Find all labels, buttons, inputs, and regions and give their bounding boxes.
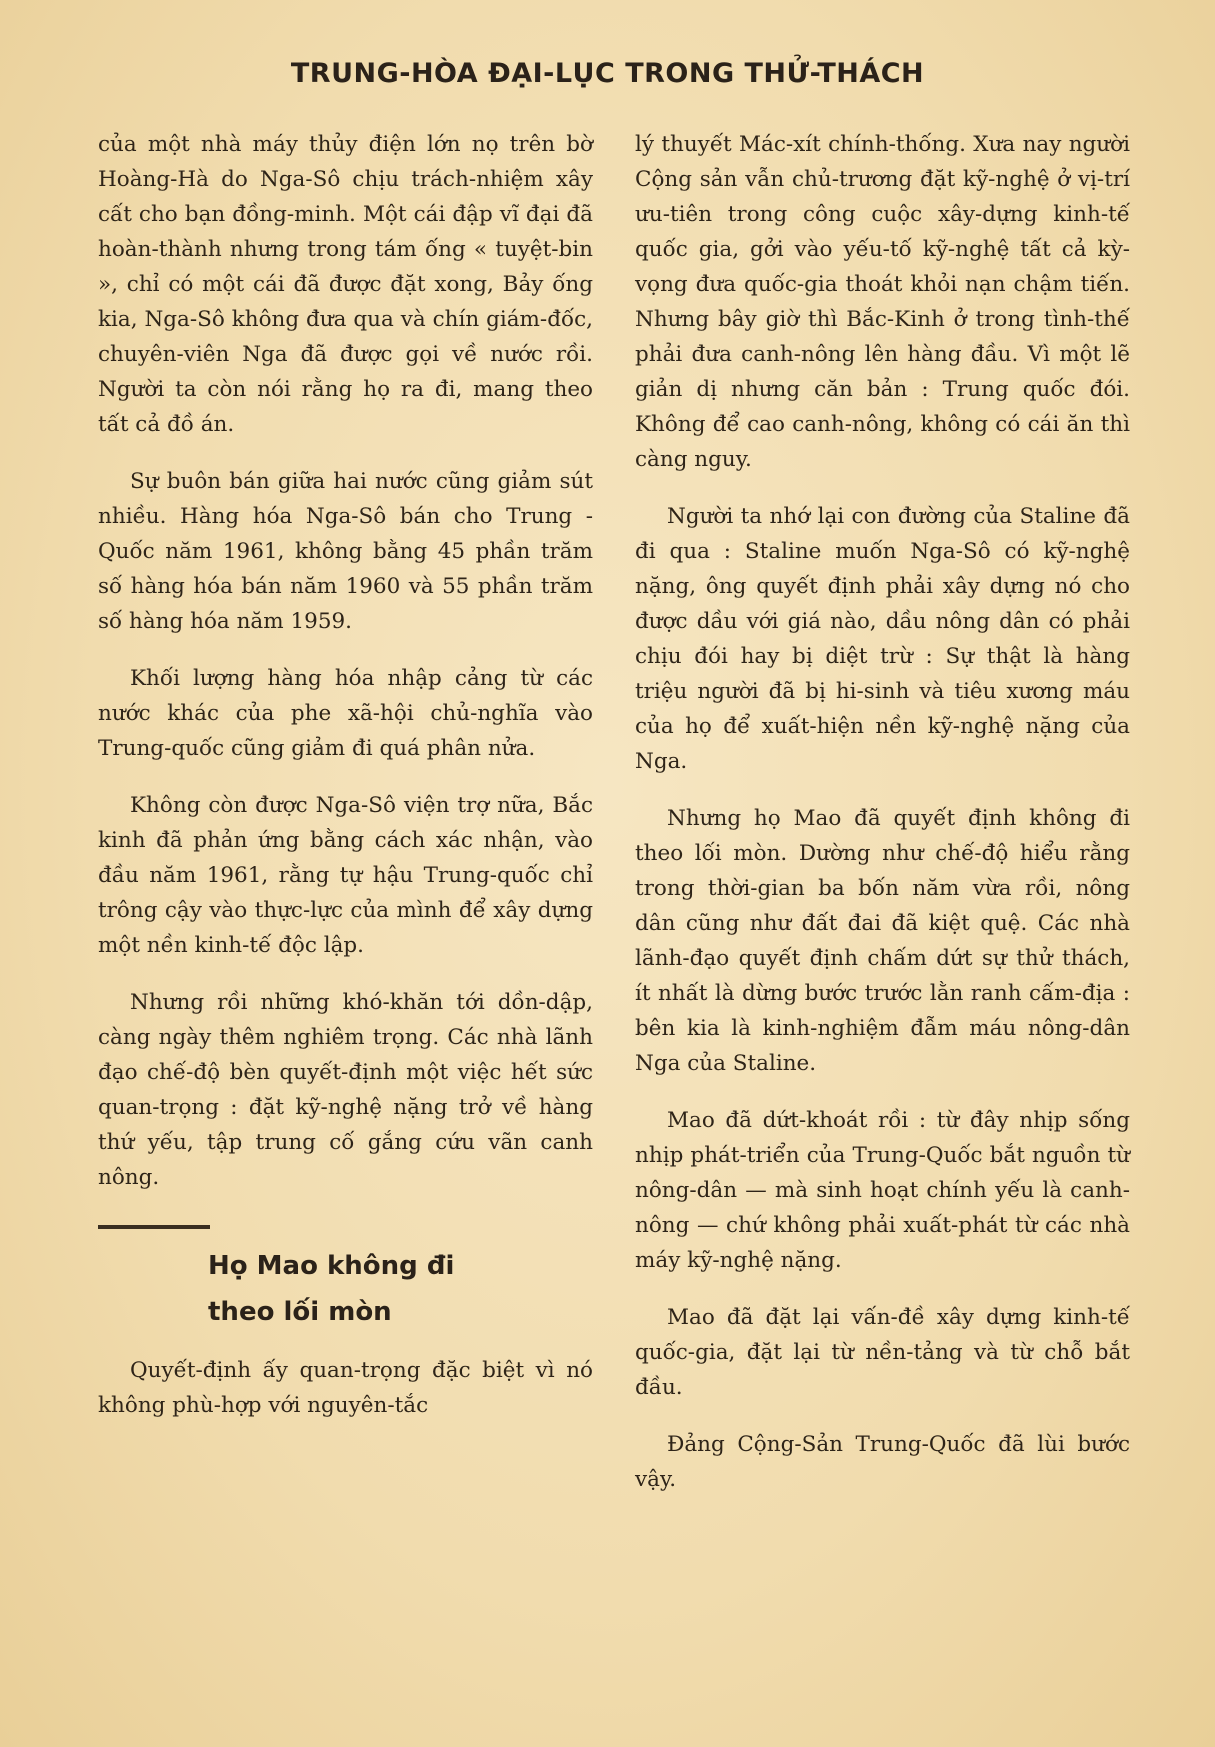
left-paragraph-2: Sự buôn bán giữa hai nước cũng giảm sút nhiều. Hàng hóa Nga-Sô bán cho Trung - Quốc năm 1961, không bằng 45 phần trăm số hàng hóa bán năm 1960 và 55 phần trăm số hàng hóa năm 1959. [98,469,593,634]
left-paragraph-5: Nhưng rồi những khó-khăn tới dồn-dập, càng ngày thêm nghiêm trọng. Các nhà lãnh đạo chế-độ bèn quyết-định một việc hết sức quan-trọng : đặt kỹ-nghệ nặng trở về hàng thứ yếu, tập trung cố gắng cứu vãn canh nông. [98,990,593,1190]
left-paragraph-6: Quyết-định ấy quan-trọng đặc biệt vì nó không phù-hợp với nguyên-tắc [98,1358,593,1418]
section-heading-line-1: Họ Mao không đi [208,1251,455,1281]
right-paragraph-3: Nhưng họ Mao đã quyết định không đi theo lối mòn. Dường như chế-độ hiểu rằng trong thời-gian ba bốn năm vừa rồi, nông dân cũng như đất đai đã kiệt quệ. Các nhà lãnh-đạo quyết định chấm dứt sự thử thách, ít nhất là dừng bước trước lằn ranh cấm-địa : bên kia là kinh-nghiệm đẫm máu nông-dân Nga của Staline. [635,806,1130,1076]
right-paragraph-5: Mao đã đặt lại vấn-đề xây dựng kinh-tế quốc-gia, đặt lại từ nền-tảng và từ chỗ bắt đầu. [635,1305,1130,1400]
section-divider [98,1225,210,1229]
section-heading-line-2: theo lối mòn [208,1297,392,1327]
right-column [635,127,1130,1519]
section-heading [208,1243,593,1335]
left-paragraph-1: của một nhà máy thủy điện lớn nọ trên bờ Hoàng-Hà do Nga-Sô chịu trách-nhiệm xây cất cho bạn đồng-minh. Một cái đập vĩ đại đã hoàn-thành nhưng trong tám ống « tuyệt-bin », chỉ có một cái đã được đặt xong, Bảy ống kia, Nga-Sô không đưa qua và chín giám-đốc, chuyên-viên Nga đã được gọi về nước rồi. Người ta còn nói rằng họ ra đi, mang theo tất cả đồ án. [98,132,593,437]
right-paragraph-2: Người ta nhớ lại con đường của Staline đã đi qua : Staline muốn Nga-Sô có kỹ-nghệ nặng, ông quyết định phải xây dựng nó cho được dầu với giá nào, dầu nông dân có phải chịu đói hay bị diệt trừ : Sự thật là hàng triệu người đã bị hi-sinh và tiêu xương máu của họ để xuất-hiện nền kỹ-nghệ nặng của Nga. [635,504,1130,774]
right-paragraph-1: lý thuyết Mác-xít chính-thống. Xưa nay người Cộng sản vẫn chủ-trương đặt kỹ-nghệ ở vị-trí ưu-tiên trong công cuộc xây-dựng kinh-tế quốc gia, gởi vào yếu-tố kỹ-nghệ tất cả kỳ-vọng đưa quốc-gia thoát khỏi nạn chậm tiến. Nhưng bây giờ thì Bắc-Kinh ở trong tình-thế phải đưa canh-nông lên hàng đầu. Vì một lẽ giản dị nhưng căn bản : Trung quốc đói. Không để cao canh-nông, không có cái ăn thì càng nguy. [635,132,1130,472]
left-column [98,127,593,1445]
right-paragraph-6: Đảng Cộng-Sản Trung-Quốc đã lùi bước vậy. [635,1432,1130,1492]
right-paragraph-4: Mao đã dứt-khoát rồi : từ đây nhịp sống nhịp phát-triển của Trung-Quốc bắt nguồn từ nông-dân — mà sinh hoạt chính yếu là canh-nông — chứ không phải xuất-phát từ các nhà máy kỹ-nghệ nặng. [635,1108,1130,1273]
running-head: TRUNG-HÒA ĐẠI-LỤC TRONG THỬ-THÁCH [290,58,925,89]
left-paragraph-4: Không còn được Nga-Sô viện trợ nữa, Bắc kinh đã phản ứng bằng cách xác nhận, vào đầu năm 1961, rằng tự hậu Trung-quốc chỉ trông cậy vào thực-lực của mình để xây dựng một nền kinh-tế độc lập. [98,793,593,958]
left-paragraph-3: Khối lượng hàng hóa nhập cảng từ các nước khác của phe xã-hội chủ-nghĩa vào Trung-quốc cũng giảm đi quá phân nửa. [98,666,593,761]
